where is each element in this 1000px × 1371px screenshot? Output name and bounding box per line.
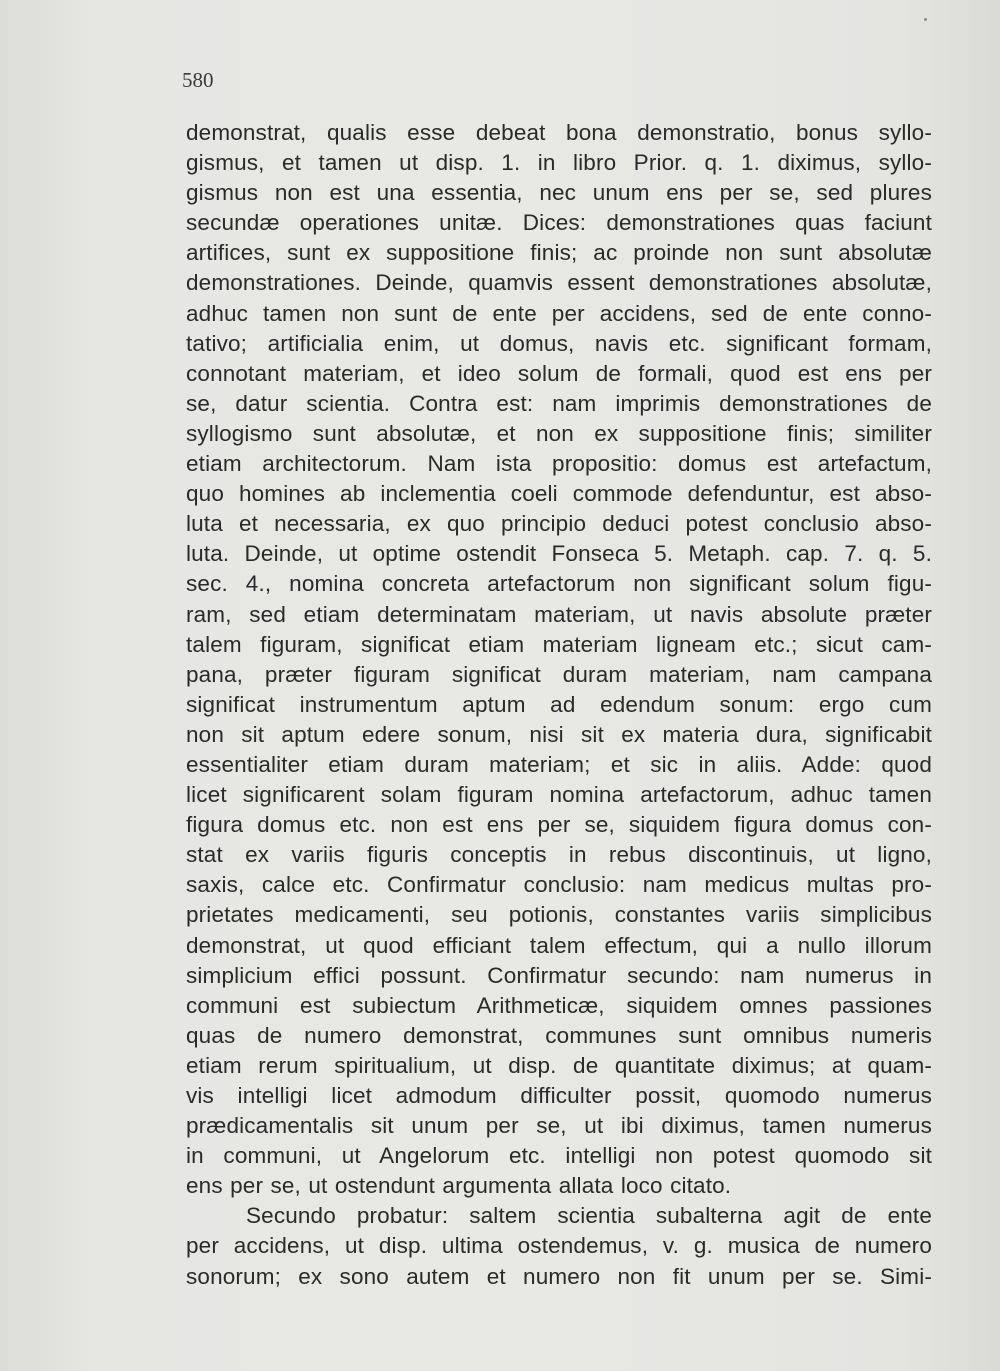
text-line: saxis, calce etc. Confirmatur conclusio: nam medicus multas pro-: [186, 872, 932, 898]
text-line: etiam architectorum. Nam ista propositio: domus est artefactum,: [186, 451, 932, 477]
text-line: connotant materiam, et ideo solum de formali, quod est ens per: [186, 360, 932, 386]
text-line: licet significarent solam figuram nomina artefactorum, adhuc tamen: [186, 782, 932, 808]
paragraph-start-line: Secundo probatur: saltem scientia subalterna agit de ente: [246, 1203, 932, 1229]
text-line: sonorum; ex sono autem et numero non fit unum per se. Simi-: [186, 1263, 932, 1289]
text-line: luta. Deinde, ut optime ostendit Fonseca 5. Metaph. cap. 7. q. 5.: [186, 541, 932, 567]
text-line: essentialiter etiam duram materiam; et sic in aliis. Adde: quod: [186, 751, 932, 777]
text-line: se, datur scientia. Contra est: nam imprimis demonstrationes de: [186, 390, 932, 416]
scan-speck: [924, 18, 927, 21]
text-line: vis intelligi licet admodum difficulter possit, quomodo numerus: [186, 1083, 932, 1108]
text-line: tativo; artificialia enim, ut domus, navis etc. significant formam,: [186, 330, 932, 356]
text-line: artifices, sunt ex suppositione finis; ac proinde non sunt absolutæ: [186, 240, 932, 266]
text-line: quas de numero demonstrat, communes sunt omnibus numeris: [186, 1022, 932, 1048]
text-line: ram, sed etiam determinatam materiam, ut navis absolute præter: [186, 601, 932, 627]
text-line: syllogismo sunt absolutæ, et non ex suppositione finis; similiter: [186, 420, 932, 446]
paragraph-end-line: ens per se, ut ostendunt argumenta allata loco citato.: [186, 1173, 732, 1199]
body-text: [186, 118, 932, 1292]
text-line: gismus, et tamen ut disp. 1. in libro Prior. q. 1. diximus, syllo-: [186, 150, 932, 176]
text-line: simplicium effici possunt. Confirmatur secundo: nam numerus in: [186, 962, 932, 988]
page-number: 580: [182, 68, 214, 92]
text-line: non sit aptum edere sonum, nisi sit ex materia dura, significabit: [186, 721, 932, 747]
text-line: adhuc tamen non sunt de ente per accidens, sed de ente conno-: [186, 300, 932, 326]
text-line: demonstrationes. Deinde, quamvis essent demonstrationes absolutæ,: [186, 270, 932, 296]
text-line: secundæ operationes unitæ. Dices: demonstrationes quas faciunt: [186, 210, 932, 236]
text-line: significat instrumentum aptum ad edendum sonum: ergo cum: [186, 691, 932, 717]
text-line: gismus non est una essentia, nec unum ens per se, sed plures: [186, 180, 932, 206]
text-line: talem figuram, significat etiam materiam ligneam etc.; sicut cam-: [186, 631, 932, 657]
text-line: prietates medicamenti, seu potionis, constantes variis simplicibus: [186, 902, 932, 928]
text-line: figura domus etc. non est ens per se, siquidem figura domus con-: [186, 812, 932, 838]
text-line: pana, præter figuram significat duram materiam, nam campana: [186, 661, 932, 687]
text-line: in communi, ut Angelorum etc. intelligi non potest quomodo sit: [186, 1143, 932, 1169]
text-line: etiam rerum spiritualium, ut disp. de quantitate diximus; at quam-: [186, 1052, 932, 1078]
text-line: demonstrat, ut quod efficiant talem effectum, qui a nullo illorum: [186, 932, 932, 958]
text-line: demonstrat, qualis esse debeat bona demonstratio, bonus syllo-: [186, 120, 932, 145]
text-line: communi est subiectum Arithmeticæ, siquidem omnes passiones: [186, 992, 932, 1018]
text-line: sec. 4., nomina concreta artefactorum non significant solum figu-: [186, 571, 932, 597]
text-line: stat ex variis figuris conceptis in rebus discontinuis, ut ligno,: [186, 842, 932, 868]
text-line: prædicamentalis sit unum per se, ut ibi diximus, tamen numerus: [186, 1113, 932, 1139]
text-line: per accidens, ut disp. ultima ostendemus, v. g. musica de numero: [186, 1233, 932, 1259]
text-line: luta et necessaria, ex quo principio deduci potest conclusio abso-: [186, 511, 932, 537]
text-line: quo homines ab inclementia coeli commode defenduntur, est abso-: [186, 481, 932, 507]
